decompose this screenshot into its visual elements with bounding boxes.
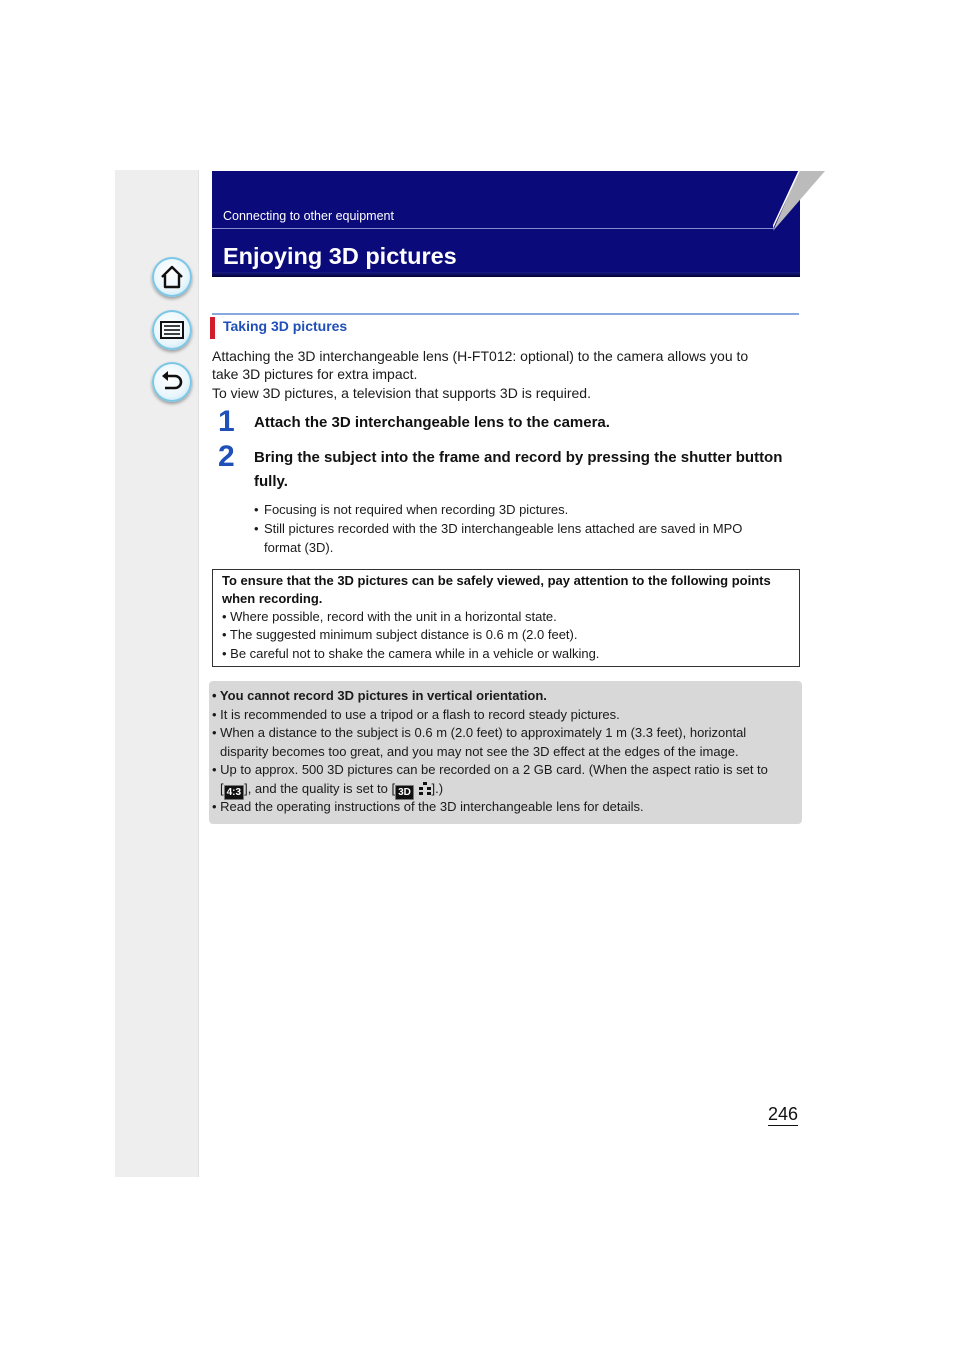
note-bold: • You cannot record 3D pictures in vertical orientation. [212,688,547,703]
note-text: ].) [431,781,444,796]
step-number-1: 1 [218,405,235,438]
intro-line-1: Attaching the 3D interchangeable lens (H-FT012: optional) to the camera allows you to [212,348,749,364]
note-item: • Up to approx. 500 3D pictures can be recorded on a 2 GB card. (When the aspect ratio is set to [212,762,768,777]
note-item-continued: disparity becomes too great, and you may not see the 3D effect at the edges of the image. [220,744,739,759]
step-number-2: 2 [218,440,235,473]
header-divider [212,228,774,229]
note-item-continued [220,780,443,800]
bracket-text: [ [220,781,224,796]
caution-box [212,569,800,667]
caution-item: • Be careful not to shake the camera while in a vehicle or walking. [222,646,600,661]
home-icon [159,264,185,290]
caution-item: • The suggested minimum subject distance is 0.6 m (2.0 feet). [222,627,578,642]
breadcrumb: Connecting to other equipment [223,209,394,223]
caution-item: • Where possible, record with the unit in a horizontal state. [222,609,557,624]
menu-list-icon [159,317,185,343]
page-number: 246 [768,1104,799,1124]
note-text: Focusing is not required when recording 3D pictures. [264,502,569,517]
step-note-2 [254,520,794,557]
back-arrow-icon [159,369,185,395]
notes-box [209,681,802,824]
note-text: Still pictures recorded with the 3D interchangeable lens attached are saved in MPO [264,521,743,536]
header-corner-decoration [773,171,825,231]
bullet: • [254,502,259,517]
step-text-2: Bring the subject into the frame and record by pressing the shutter button fully. [254,449,783,490]
quality-3d-icon: 3D [395,785,414,800]
note-item: • When a distance to the subject is 0.6 m (2.0 feet) to approximately 1 m (3.3 feet), horizontal [212,725,747,740]
step-text-1: Attach the 3D interchangeable lens to the camera. [254,414,610,431]
menu-button[interactable] [152,310,192,350]
step-note-1 [254,501,794,520]
caution-heading: To ensure that the 3D pictures can be safely viewed, pay attention to the following points when recording. [222,573,771,606]
note-item: • It is recommended to use a tripod or a flash to record steady pictures. [212,707,620,722]
bullet: • [254,521,259,536]
aspect-ratio-icon: 4:3 [224,785,244,800]
note-text: format (3D). [264,539,334,555]
page-title: Enjoying 3D pictures [223,243,457,269]
note-text: ], and the quality is set to [ [244,781,396,796]
quality-dots-icon [418,782,432,795]
section-divider [212,313,799,315]
section-accent-bar [210,317,215,339]
intro-line-2: take 3D pictures for extra impact. [212,366,418,382]
header-bottom-bar [212,272,800,277]
home-button[interactable] [152,257,192,297]
intro-line-3: To view 3D pictures, a television that supports 3D is required. [212,385,591,401]
back-button[interactable] [152,362,192,402]
section-title: Taking 3D pictures [223,318,348,334]
note-item: • Read the operating instructions of the 3D interchangeable lens for details. [212,799,644,814]
